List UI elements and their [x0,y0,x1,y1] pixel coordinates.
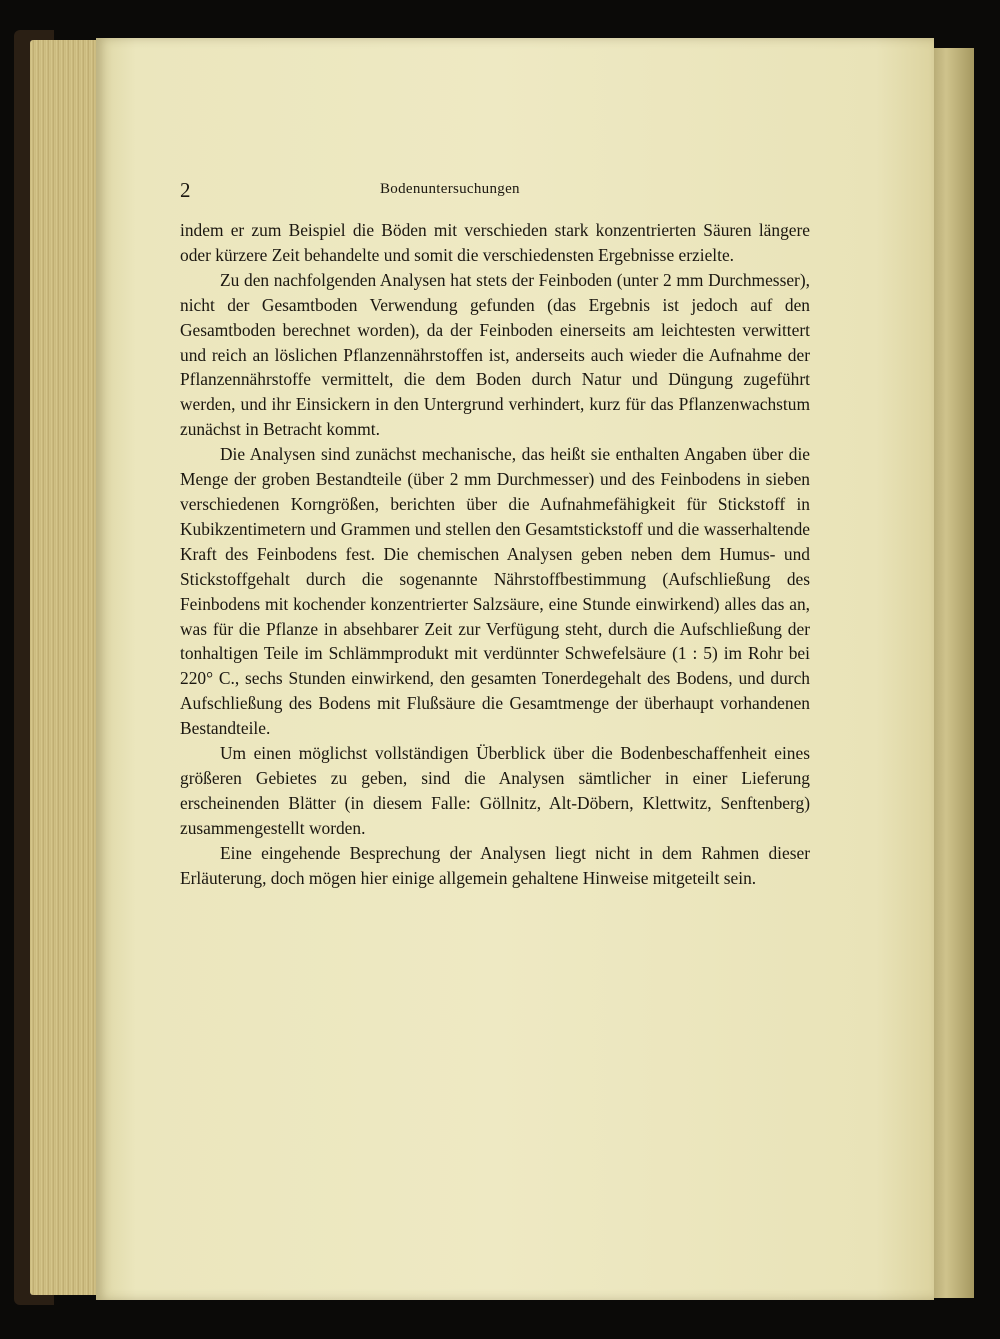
page-header [180,178,820,202]
running-head: Bodenuntersuchungen [380,181,520,197]
page-edges-left [30,40,100,1295]
paragraph: Zu den nachfolgenden Analysen hat stets der Feinboden (unter 2 mm Durchmesser), nicht der Gesamtboden Verwendung gefunden (das Ergebnis ist jedoch auf den Gesamtboden berechnet worden), da der Feinboden einerseits am leichtesten verwittert und reich an löslichen Pflanzennährstoffen ist, anderseits auch wieder die Aufnahme der Pflanzennährstoffe vermittelt, die dem Boden durch Natur und Düngung zugeführt werden, und ihr Einsickern in den Untergrund verhindert, kurz für das Pflanzenwachstum zunächst in Betracht kommt. [180,269,810,440]
page-number: 2 [180,178,191,202]
body-text [180,218,810,890]
paragraph: Um einen möglichst vollständigen Überblick über die Bodenbeschaffenheit eines größeren Gebietes zu geben, sind die Analysen sämtlicher in einer Lieferung erscheinenden Blätter (in diesem Falle: Göllnitz, Alt-Döbern, Klettwitz, Senftenberg) zusammengestellt worden. [180,743,810,838]
paragraph: indem er zum Beispiel die Böden mit verschieden stark konzentrierten Säuren längere oder kürzere Zeit behandelte und somit die verschiedensten Ergebnisse erzielte. [180,220,810,265]
paragraph: Eine eingehende Besprechung der Analysen liegt nicht in dem Rahmen dieser Erläuterung, doch mögen hier einige allgemein gehaltene Hinweise mitgeteilt sein. [180,842,810,888]
page-edge-right [934,48,974,1298]
paragraph: Die Analysen sind zunächst mechanische, das heißt sie enthalten Angaben über die Menge der groben Bestandteile (über 2 mm Durchmesser) und des Feinbodens in sieben verschiedenen Korngrößen, berichten über die Aufnahmefähigkeit für Stickstoff in Kubikzentimetern und Grammen und stellen den Gesamtstickstoff und die wasserhaltende Kraft des Feinbodens fest. Die chemischen Analysen geben neben dem Humus- und Stickstoffgehalt durch die sogenannte Nährstoffbestimmung (Aufschließung des Feinbodens mit kochender konzentrierter Salzsäure, eine Stunde einwirkend) alles das an, was für die Pflanze in absehbarer Zeit zur Verfügung steht, durch die Aufschließung der tonhaltigen Teile im Schlämmprodukt mit verdünnter Schwefelsäure (1 : 5) im Rohr bei 220° C., sechs Stunden einwirkend, den gesamten Tonerdegehalt des Bodens, und durch Aufschließung des Bodens mit Flußsäure die Gesamtmenge der überhaupt vorhandenen Bestandteile. [180,444,810,739]
